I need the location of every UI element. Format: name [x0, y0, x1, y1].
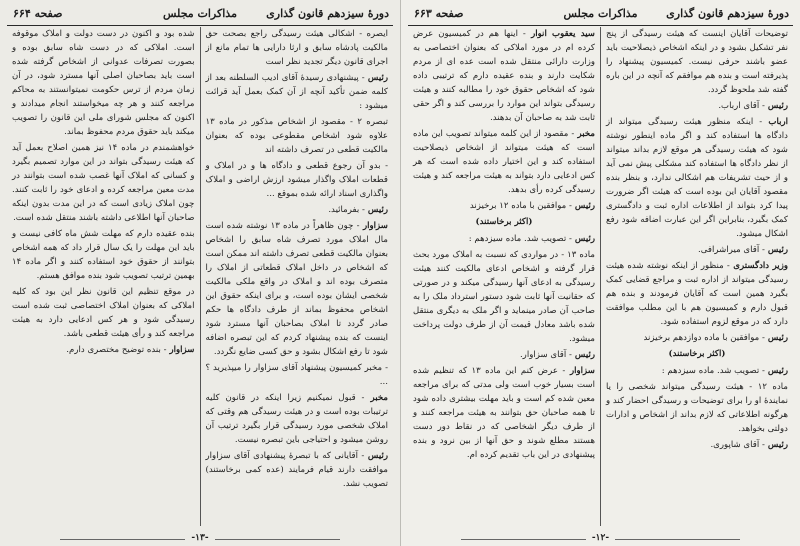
paragraph: [206, 159, 389, 201]
speaker-name: ارباب: [762, 117, 788, 127]
text-column-left: [7, 27, 201, 526]
paragraph: [413, 364, 595, 462]
speaker-name: وزیر دادگستری: [729, 261, 789, 271]
page-footer: [0, 533, 400, 543]
paragraph: [206, 391, 389, 447]
paragraph: [606, 438, 788, 452]
paragraph-text: - مقصود از این کلمه میتواند تصویب این ماده است که هیئت میتواند از اشخاص ذیصلاحیت استفاده کند و این اختیار داده شده است که هر کس ادعایی دارد بتواند به هیئت مراجعه کند و هیئت رسیدگی کرده رأی بدهد.: [413, 129, 595, 195]
paragraph: [413, 348, 595, 362]
paragraph: [206, 361, 389, 389]
text-column-left: [408, 27, 601, 526]
paragraph: [12, 227, 195, 283]
paragraph: [12, 27, 195, 139]
paragraph: [206, 27, 389, 69]
speaker-name: سید یعقوب انوار: [525, 29, 595, 39]
paragraph-text: - موافقین با ماده دوازدهم برخیزند: [643, 333, 765, 343]
speaker-name: رئیس: [364, 451, 388, 461]
page-header: [7, 3, 393, 26]
paragraph: [206, 115, 389, 157]
paragraph: [206, 219, 389, 359]
page-header: [408, 3, 793, 26]
speaker-name: رئیس: [364, 205, 388, 215]
page-number: صفحه ۶۶۳: [414, 7, 464, 20]
speaker-name: سزاوار: [565, 366, 595, 376]
paragraph-text: - بفرمائید.: [328, 205, 365, 215]
speaker-name: سزاوار: [166, 345, 195, 355]
paragraph-text: - آقای ارباب.: [718, 101, 765, 111]
text-columns: [408, 27, 793, 526]
paragraph: [606, 243, 788, 257]
paragraph-text: - تصویب شد. ماده سیزدهم :: [468, 234, 572, 244]
header-title: مذاکرات مجلس: [563, 7, 638, 20]
page-footer: [401, 533, 800, 543]
speaker-name: رئیس: [571, 234, 595, 244]
speaker-name: رئیس: [571, 350, 595, 360]
vote-result: (اکثر برخاستند): [668, 349, 726, 359]
speaker-name: رئیس: [764, 366, 788, 376]
paragraph-text: ماده ۱۳ - در مواردی که نسبت به املاک مورد بحث قرار گرفته و اشخاص ادعای مالکیت کنند هیئت رسیدگی به ادعای آنها رسیدگی میکند و در صورتی که حقانیت آنها ثابت شود دستور استرداد ملک را به صاحب آن صادر مینماید و اگر ملک به دیگری منتقل شده باشد معادل قیمت آن از طرف دولت پرداخت میشود.: [413, 250, 595, 344]
paragraph-text: - قبول نمیکنیم زیرا اینکه در قانون کلیه ترتیبات بوده است و در هیئت رسیدگی هم وقتی که املاک شخصی مورد رسیدگی قرار بگیرد ترتیب آن روشن میشود و احتیاجی باین تبصره نیست.: [205, 393, 388, 445]
paragraph-text: - عرض کنم این ماده ۱۳ که تنظیم شده است بسیار خوب است ولی مدتی که برای مراجعه معین شده کم است و باید مهلت بیشتری داده شود تا همه صاحبان حق بتوانند به هیئت مراجعه کنند و از طرف دیگر اشخاصی که در نقاط دور دست هستند مطلع شوند و حق آنها از بین نرود و بنده پیشنهادی در این باب تقدیم کرده ام.: [413, 366, 595, 460]
text-columns: [7, 27, 393, 526]
header-title: مذاکرات مجلس: [163, 7, 237, 20]
paragraph-text: - آقای شاپوری.: [710, 440, 765, 450]
paragraph-text: بنده عقیده دارم که مهلت شش ماه کافی نیست و باید این مهلت را یک سال قرار داد که همه اشخاص بتوانند از حقوق خود استفاده کنند و اگر ماده ۱۴ بهمین ترتیب تصویب شود بنده موافق هستم.: [12, 229, 195, 281]
paragraph-text: - پیشنهادی رسیدهٔ آقای ادیب السلطنه بعد از کلمه ضمن تأکید آنچه از آن کمک بعمل آید قرائت میشود :: [205, 73, 388, 111]
paragraph-text: - اینکه منظور هیئت رسیدگی میتواند از دادگاه ها استفاده کند و اگر ماده اینطور نوشته شود که هیئت رسیدگی هر موقع لازم بداند میتواند از نظر دادگاه ها استفاده کند مشکلی پیش نمی آید و از حیث تشریفات هم اشکالی ندارد، و بنظر بنده مقصود آقایان این بوده است که هیئت اگر ضرورت پیدا کرد بتواند از اطلاعات اداره ثبت و دادگستری کمک بگیرد، بنابراین اگر این عبارت اضافه شود رفع اشکال میشود.: [606, 117, 788, 239]
footer-page-number: -۱۲-: [586, 533, 615, 543]
speaker-name: مخبر: [574, 129, 595, 139]
paragraph-text: تبصره ۲ - مقصود از اشخاص مذکور در ماده ۱۳ علاوه شود اشخاص مقطوعی بوده که بعنوان مالکیت قطعی در تصرف داشته اند: [205, 117, 388, 155]
paragraph-text: - موافقین با ماده ۱۲ برخیزند: [469, 201, 572, 211]
paragraph-text: - آقای سزاوار.: [519, 350, 572, 360]
paragraph: [606, 259, 788, 329]
session-title: دورهٔ سیزدهم قانون گذاری: [666, 7, 789, 20]
paragraph-text: - اینها هم در کمیسیون عرض کرده ام در مورد املاکی که بعنوان اختصاصی به وزارت دارائی منتقل شده است عده ای از مردم شکایت دارند و بنده عقیده دارم که ترتیبی داده شود که اشخاص حقوق خود را مطالبه کنند و هیئت رسیدگی بتواند این موارد را بررسی کند و اگر حقی ثابت شد به صاحبان آن بدهند.: [413, 29, 595, 123]
speaker-name: رئیس: [764, 245, 788, 255]
paragraph-text: - آقای میراشرافی.: [698, 245, 765, 255]
speaker-name: رئیس: [571, 201, 595, 211]
speaker-name: سزاوار: [359, 221, 389, 231]
paragraph: [606, 115, 788, 241]
text-column-right: [201, 27, 394, 526]
paragraph: [413, 199, 595, 213]
speaker-name: رئیس: [364, 73, 388, 83]
paragraph-text: شده بود و اکنون در دست دولت و املاک موقوفه است. املاکی که در دست شاه سابق بوده و بصورت تصرفات عدوانی از اشخاص گرفته شده است باید بصاحبان اصلی آنها مسترد شود، در آن زمان مردم از ترس حکومت نمیتوانستند به محاکم مراجعه کنند و هر چه میخواستند انجام میدادند و اکنون که مجلس شورای ملی این قانون را تصویب میکند باید حقوق مردم محفوظ بماند.: [12, 29, 195, 137]
paragraph-text: - تصویب شد. ماده سیزدهم :: [661, 366, 765, 376]
speaker-name: رئیس: [764, 440, 788, 450]
paragraph: [12, 285, 195, 341]
page-number: صفحه ۶۶۴: [13, 7, 63, 20]
speaker-name: مخبر: [364, 393, 388, 403]
paragraph-text: - بنده توضیح مختصری دارم.: [66, 345, 167, 355]
paragraph: [606, 331, 788, 345]
paragraph: [606, 364, 788, 378]
paragraph: [206, 203, 389, 217]
right-page: [400, 0, 800, 546]
speaker-name: رئیس: [764, 333, 788, 343]
paragraph: [12, 141, 195, 225]
paragraph: [413, 27, 595, 125]
paragraph-text: - منظور از اینکه نوشته شده هیئت رسیدگی میتواند از اداره ثبت و مراجع قضایی کمک بگیرد همین است که آقایان فرمودند و بنده هم قبول دارم و کمیسیون هم با این مطلب موافقت دارد که در موقع لزوم استفاده شود.: [606, 261, 788, 327]
text-column-right: [601, 27, 793, 526]
footer-page-number: -۱۳-: [185, 533, 214, 543]
paragraph: [606, 380, 788, 436]
session-title: دورهٔ سیزدهم قانون گذاری: [266, 7, 389, 20]
paragraph-text: در موقع تنظیم این قانون نظر این بود که کلیه املاکی که بعنوان املاک اختصاصی ثبت شده است رسیدگی شود و هر کس ادعایی دارد به هیئت مراجعه کند و رأی هیئت قطعی باشد.: [12, 287, 195, 339]
paragraph-text: - مخبر کمیسیون پیشنهاد آقای سزاوار را میپذیرید ؟ ...: [205, 363, 388, 387]
speaker-name: رئیس: [764, 101, 788, 111]
paragraph: [413, 127, 595, 197]
paragraph: [606, 27, 788, 97]
paragraph: [206, 71, 389, 113]
paragraph-text: توضیحات آقایان اینست که هیئت رسیدگی از پنج نفر تشکیل بشود و در اینکه اشخاص ذیصلاحیت باید عضو باشند حرفی نیست. کمیسیون پیشنهاد را پذیرفته است و بنده هم موافقم که آنچه در این باره گفته شد ملحوظ گردد.: [606, 29, 788, 95]
paragraph-text: ایصره - اشکالی هیئت رسیدگی راجع بصحت حق مالکیت پادشاه سابق و ارثا دارایی ها تمام مانع از اجرای قانون دیگر تجدید نظر است: [205, 29, 388, 67]
paragraph: [413, 248, 595, 346]
paragraph-text: ماده ۱۲ - هیئت رسیدگی میتواند شخصی را یا نمایندهٔ او را برای توضیحات و رسیدگی احضار کند و هرگونه اطلاعاتی که لازم بداند از اشخاص و ادارات دولتی بخواهد.: [606, 382, 788, 434]
paragraph-text: - بدو آن رجوع قطعی و دادگاه ها و در املاک و قطعات املاک واگذار میشود ارزش اراضی و املاک واگذاری اسناد ارائه شده بموقع ...: [205, 161, 388, 199]
paragraph: [12, 343, 195, 357]
paragraph-text: - چون ظاهراً در ماده ۱۳ نوشته شده است مال املاک مورد تصرف شاه سابق را اشخاص بعنوان مالکیت قطعی تصرف داشته اند ممکن است که اشخاص در داخل املاک قطعاتی از املاک را متصرف بوده اند و املاک در واقع ملکی مالکیت شخصی ایشان بوده است، و برای اینکه حقوق این اشخاص محفوظ بماند از طرف دادگاه ها حکم صادر گردد تا املاک بصاحبان آنها مسترد شود اینست که بنده پیشنهاد کردم که این تبصره اضافه شود تا رفع اشکال بشود و حق کسی ضایع نگردد.: [205, 221, 388, 357]
vote-result: (اکثر برخاستند): [475, 217, 533, 227]
paragraph-text: خواهشمندم در ماده ۱۴ نیز همین اصلاح بعمل آید که هیئت رسیدگی بتواند در این موارد تصمیم بگیرد و کسانی که املاک آنها غصب شده است بتوانند در مدت معین مراجعه کرده و ادعای خود را ثابت کنند. چون املاک زیادی است که در این مدت بدون اینکه صاحبان آنها اطلاعی داشته باشند منتقل شده است.: [12, 143, 195, 223]
paragraph: [206, 449, 389, 491]
paragraph: [413, 232, 595, 246]
paragraph: [606, 99, 788, 113]
paragraph-text: - آقایانی که با تبصرهٔ پیشنهادی آقای سزاوار موافقت دارند قیام فرمایند (عده کمی برخاستند) تصویب نشد.: [205, 451, 388, 489]
